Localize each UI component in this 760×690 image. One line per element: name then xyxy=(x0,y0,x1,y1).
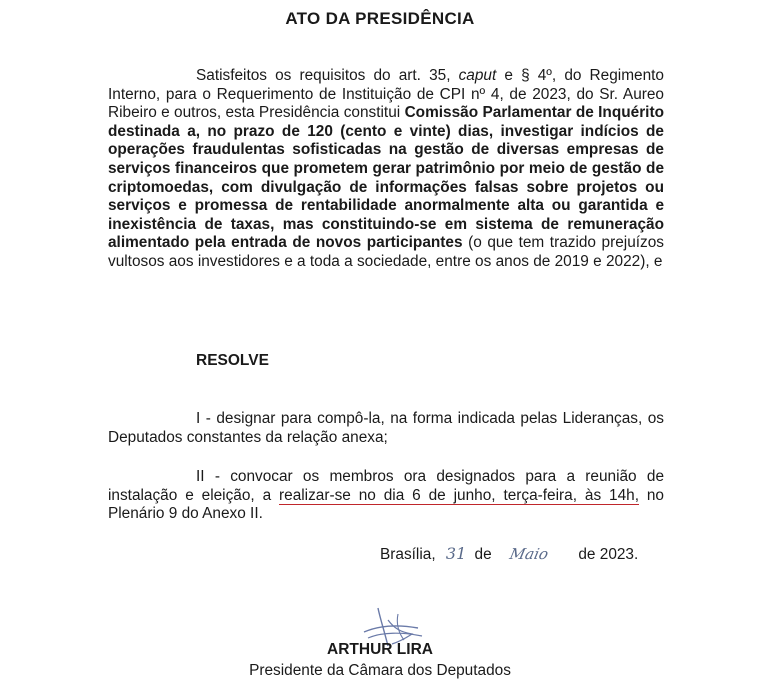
item-1-paragraph: I - designar para compô-la, na forma indicada pelas Lideranças, os Deputados constantes da relação anexa; xyxy=(108,410,664,446)
intro-paragraph xyxy=(108,67,664,272)
dateline xyxy=(380,544,664,564)
intro-text-2: e § 4º, do Regimento Interno, para o Requerimento de Instituição de CPI nº 4, de 2023, do Sr. Aureo Ribeiro e outros, esta Presidência constitui xyxy=(108,67,664,122)
document-title: ATO DA PRESIDÊNCIA xyxy=(285,9,475,28)
intro-text-3: (o que tem trazido prejuízos vultosos aos investidores e a toda a sociedade, entre os anos de 2019 e 2022), e xyxy=(108,234,665,270)
dateline-city: Brasília, xyxy=(380,546,436,563)
signer-name: ARTHUR LIRA xyxy=(327,641,433,658)
intro-caput: caput xyxy=(458,67,497,84)
handwritten-month: Maio xyxy=(508,545,550,563)
intro-commission-text: Comissão Parlamentar de Inquérito destinada a, no prazo de 120 (cento e vinte) dias, investigar indícios de operações fraudulentas sofisticadas na gestão de diversas empresas de serviços financeiros que prometem gerar patrimônio por meio de gestão de criptomoedas, com divulgação de informações falsas sobre projetos ou serviços e promessa de rentabilidade anormalmente alta ou garantida e inexistência de taxas, mas constituindo-se em sistema de remuneração alimentado pela entrada de novos participantes xyxy=(108,104,664,252)
resolve-heading: RESOLVE xyxy=(196,352,269,369)
item-2-text-2: no Plenário 9 do Anexo II. xyxy=(108,486,664,523)
item-2-text-1: II - convocar os membros ora designados para a reunião de instalação e eleição, a xyxy=(108,468,664,504)
dateline-de: de xyxy=(474,546,492,563)
handwritten-day: 31 xyxy=(445,544,467,563)
intro-text-1: Satisfeitos os requisitos do art. 35, xyxy=(196,67,459,84)
signer-role: Presidente da Câmara dos Deputados xyxy=(249,662,511,679)
meeting-date-underlined: realizar-se no dia 6 de junho, terça-feira, às 14h, xyxy=(279,486,639,504)
item-2-paragraph xyxy=(108,468,664,524)
dateline-year: de 2023. xyxy=(578,546,639,563)
